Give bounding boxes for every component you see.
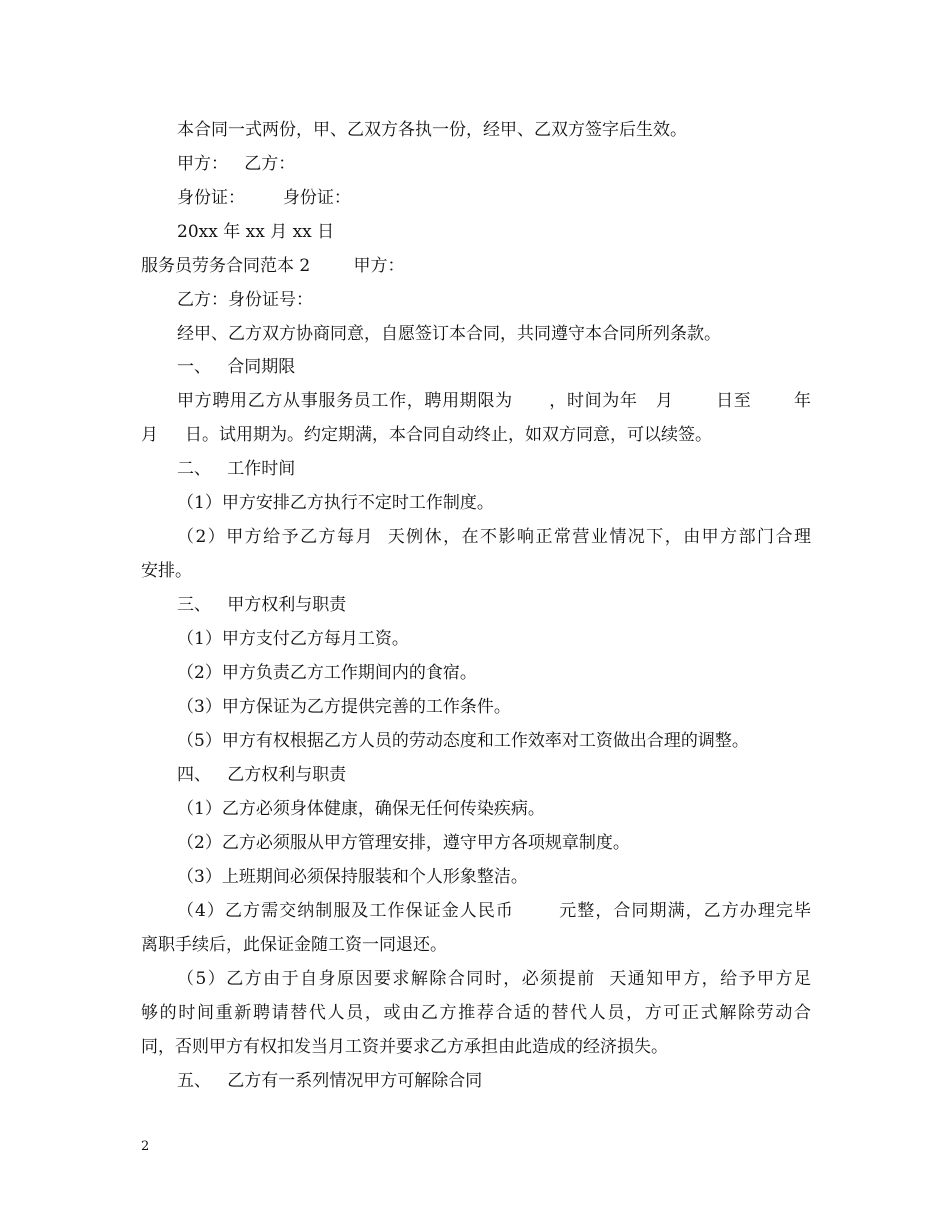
section-heading-4: 四、 乙方权利与职责 xyxy=(177,765,347,785)
text-line-22: （2）乙方必须服从甲方管理安排，遵守甲方各项规章制度。 xyxy=(177,833,630,853)
text-line-18: （3）甲方保证为乙方提供完善的工作条件。 xyxy=(177,697,511,717)
text-line-27: 够的时间重新聘请替代人员，或由乙方推荐合适的替代人员，方可正式解除劳动合 xyxy=(141,1003,811,1023)
text-line-16: （1）甲方支付乙方每月工资。 xyxy=(177,629,409,649)
text-line-1: 本合同一式两份，甲、乙双方各执一份，经甲、乙双方签字后生效。 xyxy=(177,120,687,140)
text-line-26: （5）乙方由于自身原因要求解除合同时，必须提前 天通知甲方，给予甲方足 xyxy=(177,969,811,989)
text-line-23: （3）上班期间必须保持服装和个人形象整洁。 xyxy=(177,867,528,887)
page-number: 2 xyxy=(141,1139,150,1154)
text-line-3: 身份证： 身份证： xyxy=(177,188,351,208)
text-line-9: 甲方聘用乙方从事服务员工作，聘用期限为 ，时间为年 月 日至 年 xyxy=(177,391,811,411)
text-line-14: 安排。 xyxy=(141,561,192,581)
text-line-5: 服务员劳务合同范本 2 甲方： xyxy=(141,256,405,276)
text-line-6: 乙方：身份证号： xyxy=(177,290,313,310)
section-heading-5: 五、 乙方有一系列情况甲方可解除合同 xyxy=(177,1071,483,1091)
text-line-2: 甲方： 乙方： xyxy=(177,154,296,174)
section-heading-2: 二、 工作时间 xyxy=(177,459,296,479)
text-line-17: （2）甲方负责乙方工作期间内的食宿。 xyxy=(177,663,477,683)
text-line-28: 同，否则甲方有权扣发当月工资并要求乙方承担由此造成的经济损失。 xyxy=(141,1037,668,1057)
text-line-13: （2）甲方给予乙方每月 天例休，在不影响正常营业情况下，由甲方部门合理 xyxy=(177,527,811,547)
text-line-4: 20xx 年 xx 月 xx 日 xyxy=(177,222,335,242)
text-line-12: （1）甲方安排乙方执行不定时工作制度。 xyxy=(177,493,494,513)
text-line-10: 月 日。试用期为。约定期满，本合同自动终止，如双方同意，可以续签。 xyxy=(141,425,713,445)
text-line-21: （1）乙方必须身体健康，确保无任何传染疾病。 xyxy=(177,799,545,819)
text-line-19: （5）甲方有权根据乙方人员的劳动态度和工作效率对工资做出合理的调整。 xyxy=(177,731,749,751)
text-line-7: 经甲、乙方双方协商同意，自愿签订本合同，共同遵守本合同所列条款。 xyxy=(177,324,721,344)
section-heading-3: 三、 甲方权利与职责 xyxy=(177,595,347,615)
section-heading-1: 一、 合同期限 xyxy=(177,357,296,377)
text-line-25: 离职手续后，此保证金随工资一同退还。 xyxy=(141,935,447,955)
text-line-24: （4）乙方需交纳制服及工作保证金人民币 元整，合同期满，乙方办理完毕 xyxy=(177,901,811,921)
